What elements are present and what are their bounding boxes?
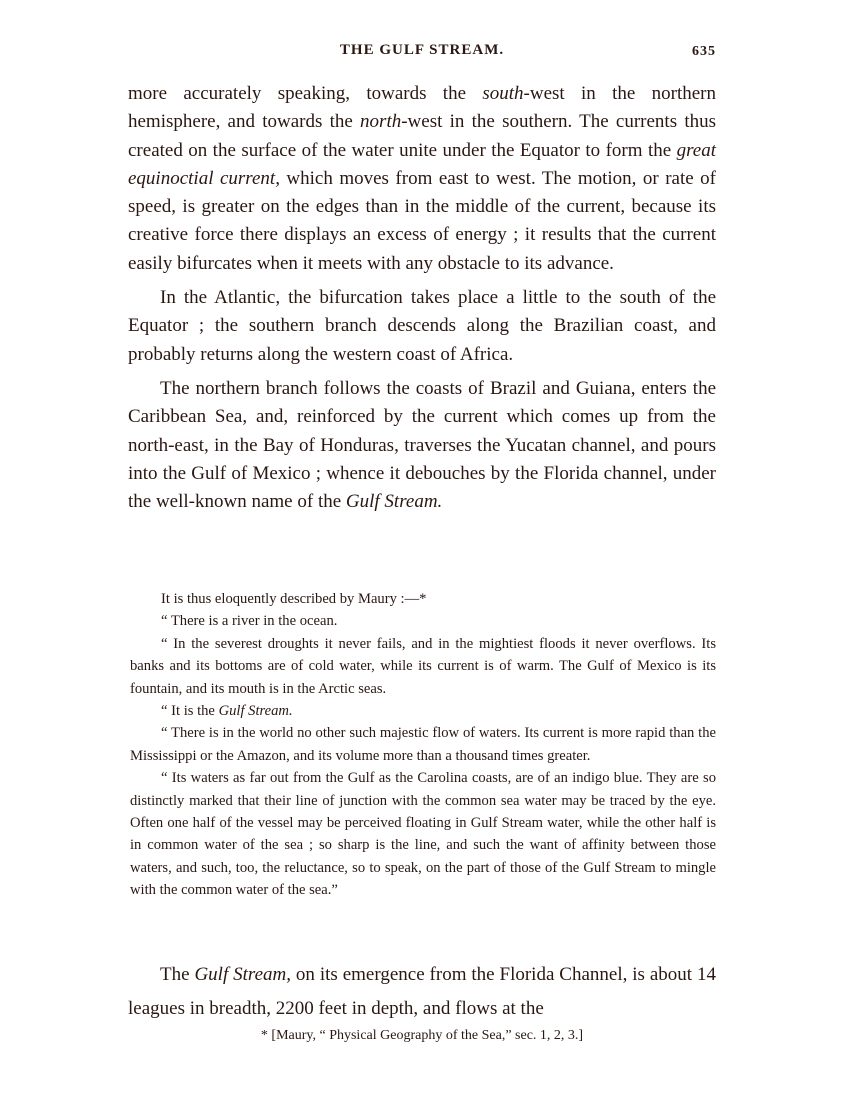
- text-run: The northern branch follows the coasts of Brazil and Guiana, enters the Caribbean Sea, and, reinforced by the current which comes up from the north-east, in the Bay of Honduras, traverses the Yucatan channel, and pours into the Gulf of Mexico ; whence it debouches by the Florida channel, under the well-known name of the: [128, 377, 716, 513]
- text-run: which moves from east to west. The motion, or rate of speed, is greater on the edges than in the middle of the current, because its creative force there displays an excess of energy ; it results that the current easily bifurcates when it meets with any obstacle to its advance.: [128, 167, 716, 274]
- paragraph-2: [128, 284, 716, 369]
- closing-text: [128, 958, 716, 1026]
- text-run: “ There is in the world no other such majestic flow of waters. Its current is more rapid than the Mississippi or the Amazon, and its volume more than a thousand times greater.: [130, 725, 716, 764]
- quote-line-1: [130, 588, 716, 610]
- text-run: -west in the southern. The currents thus created on the surface of the water unite under the Equator to form the: [128, 111, 716, 161]
- text-run: “ There is a river in the ocean.: [161, 613, 338, 630]
- quote-line-4: [130, 700, 716, 722]
- quote-line-5: [130, 722, 716, 767]
- paragraph-1: [128, 80, 716, 278]
- italic-text: Gulf Stream.: [218, 703, 293, 720]
- paragraph-3: [128, 375, 716, 516]
- running-header: [128, 40, 716, 68]
- text-run: “ In the severest droughts it never fails, and in the mightiest floods it never overflows. Its banks and its bottoms are of cold water, while its current is of warm. The Gulf of Mexico is its fountain, and its mouth is in the Arctic seas.: [130, 635, 716, 697]
- italic-text: north: [360, 111, 402, 133]
- italic-text: Gulf Stream.: [345, 491, 443, 513]
- text-run: In the Atlantic, the bifurcation takes place a little to the south of the Equator ; the southern branch descends along the Brazilian coast, and probably returns along the western coast of Africa.: [128, 287, 716, 365]
- main-text: [128, 80, 716, 516]
- quote-line-6: [130, 767, 716, 901]
- quote-line-3: [130, 633, 716, 700]
- text-run: “ Its waters as far out from the Gulf as the Carolina coasts, are of an indigo blue. They are so distinctly marked that their line of junction with the common sea water may be traced by the eye. Often one half of the vessel may be perceived floating in Gulf Stream water, while the other half is in common water of the sea ; so sharp is the line, and such the want of affinity between those waters, and such, too, the reluctance, so to speak, on the part of those of the Gulf Stream to mingle with the common water of the sea.”: [130, 770, 716, 899]
- footnote: * [Maury, “ Physical Geography of the Sea,” sec. 1, 2, 3.]: [260, 1028, 584, 1043]
- closing-paragraph: [128, 958, 716, 1026]
- italic-text: south: [482, 83, 524, 104]
- maury-quotation: [130, 588, 716, 902]
- text-run: It is thus eloquently described by Maury :—*: [161, 591, 427, 607]
- italic-text: Gulf Stream,: [194, 964, 292, 985]
- italic-text: great equinoctial current,: [128, 139, 716, 189]
- text-run: -west in the northern hemisphere, and towards the: [128, 83, 716, 133]
- text-run: The: [160, 964, 195, 985]
- text-run: on its emergence from the Florida Channel, is about 14 leagues in breadth, 2200 feet in depth, and flows at the: [128, 964, 716, 1019]
- text-run: “ It is the: [161, 703, 219, 720]
- page-number: 635: [692, 44, 716, 59]
- text-run: more accurately speaking, towards the: [128, 83, 483, 104]
- quote-line-2: [130, 610, 716, 632]
- running-title: THE GULF STREAM.: [339, 42, 505, 58]
